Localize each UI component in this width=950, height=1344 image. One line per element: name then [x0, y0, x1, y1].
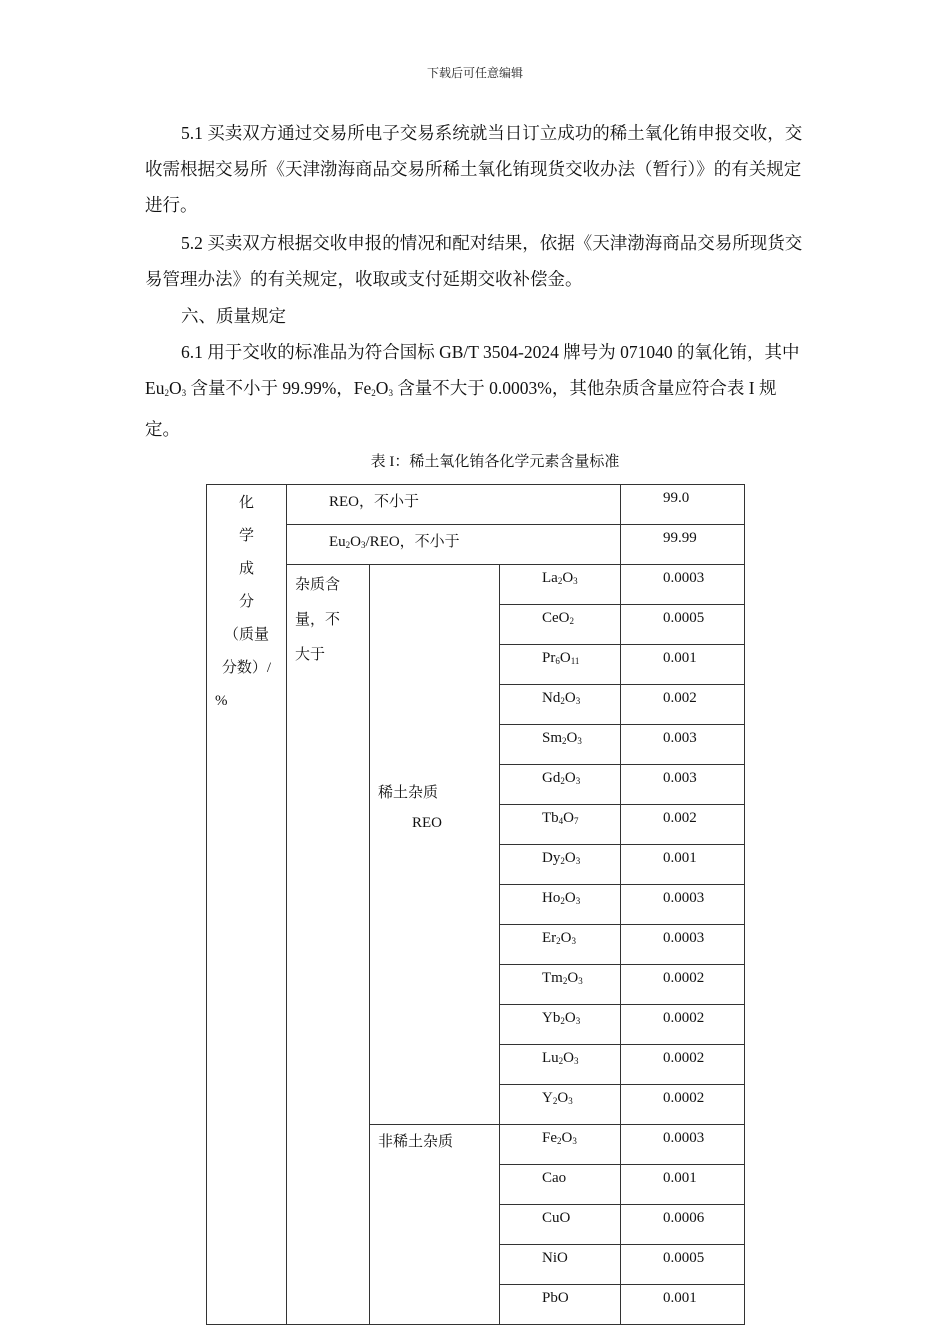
- reo-label-cell: REO，不小于: [287, 485, 621, 525]
- element-cell: CuO: [500, 1205, 621, 1245]
- value-cell: 0.001: [621, 845, 745, 885]
- value-cell: 0.0003: [621, 1125, 745, 1165]
- value-cell: 0.002: [621, 805, 745, 845]
- paragraph-5-1: 5.1 买卖双方通过交易所电子交易系统就当日订立成功的稀土氧化铕申报交收，交收需根据交易所《天津渤海商品交易所稀土氧化铕现货交收办法（暂行）》的有关规定进行。: [145, 123, 803, 215]
- table-row: [207, 525, 745, 565]
- paragraph-5-2: 5.2 买卖双方根据交收申报的情况和配对结果，依据《天津渤海商品交易所现货交易管理办法》的有关规定，收取或支付延期交收补偿金。: [145, 233, 803, 289]
- table-row: [207, 565, 745, 605]
- element-cell: $Yb_2O_3$: [500, 1005, 621, 1045]
- element-cell: $Lu_2O_3$: [500, 1045, 621, 1085]
- value-cell: 0.003: [621, 765, 745, 805]
- value-cell: 0.0002: [621, 1045, 745, 1085]
- element-cell: $Ho_2O_3$: [500, 885, 621, 925]
- element-cell: $Y_2O_3$: [500, 1085, 621, 1125]
- eu-ratio-value-cell: 99.99: [621, 525, 745, 565]
- value-cell: 0.0005: [621, 605, 745, 645]
- element-cell: $Sm_2O_3$: [500, 725, 621, 765]
- chemical-composition-table: [206, 484, 745, 1325]
- element-cell: $Tm_2O_3$: [500, 965, 621, 1005]
- rare-earth-impurity-label-cell: 稀土杂质 REO: [370, 565, 500, 1125]
- value-cell: 0.0003: [621, 565, 745, 605]
- table-row: [207, 485, 745, 525]
- element-cell: PbO: [500, 1285, 621, 1325]
- value-cell: 0.0002: [621, 1005, 745, 1045]
- reo-value-cell: 99.0: [621, 485, 745, 525]
- element-cell: NiO: [500, 1245, 621, 1285]
- page-header-note: 下载后可任意编辑: [426, 66, 523, 80]
- value-cell: 0.0002: [621, 1085, 745, 1125]
- element-cell: $Er_2O_3$: [500, 925, 621, 965]
- element-cell: $Dy_2O_3$: [500, 845, 621, 885]
- element-cell: Cao: [500, 1165, 621, 1205]
- element-cell: $Fe_2O_3$: [500, 1125, 621, 1165]
- value-cell: 0.001: [621, 645, 745, 685]
- non-rare-earth-impurity-label-cell: 非稀土杂质: [370, 1125, 500, 1325]
- element-cell: $Nd_2O_3$: [500, 685, 621, 725]
- table-caption: 表 I：稀土氧化铕各化学元素含量标准: [370, 454, 620, 470]
- value-cell: 0.001: [621, 1285, 745, 1325]
- section-heading-quality: 六、质量规定: [181, 306, 286, 326]
- value-cell: 0.0003: [621, 885, 745, 925]
- eu-ratio-label-cell: $Eu_2O_3$/REO，不小于: [287, 525, 621, 565]
- element-cell: CeO$_2$: [500, 605, 621, 645]
- paragraph-6-1: 6.1 用于交收的标准品为符合国标 GB/T 3504-2024 牌号为 071040 的氧化铕，其中 $Eu_2O_3$ 含量不小于 99.99%，$Fe_2O_3$ 含量不大于 0.0003%，其他杂质含量应符合表 I 规定。: [145, 342, 800, 439]
- composition-row-header: 化 学 成 分 （质量 分数）/ %: [207, 485, 287, 1325]
- value-cell: 0.0003: [621, 925, 745, 965]
- value-cell: 0.0006: [621, 1205, 745, 1245]
- value-cell: 0.003: [621, 725, 745, 765]
- value-cell: 0.001: [621, 1165, 745, 1205]
- element-cell: $La_2O_3$: [500, 565, 621, 605]
- impurity-label-cell: 杂质含 量，不 大于: [287, 565, 370, 1325]
- element-cell: $Gd_2O_3$: [500, 765, 621, 805]
- element-cell: $Tb_4O_7$: [500, 805, 621, 845]
- value-cell: 0.0005: [621, 1245, 745, 1285]
- element-cell: $Pr_6O_{11}$: [500, 645, 621, 685]
- value-cell: 0.0002: [621, 965, 745, 1005]
- value-cell: 0.002: [621, 685, 745, 725]
